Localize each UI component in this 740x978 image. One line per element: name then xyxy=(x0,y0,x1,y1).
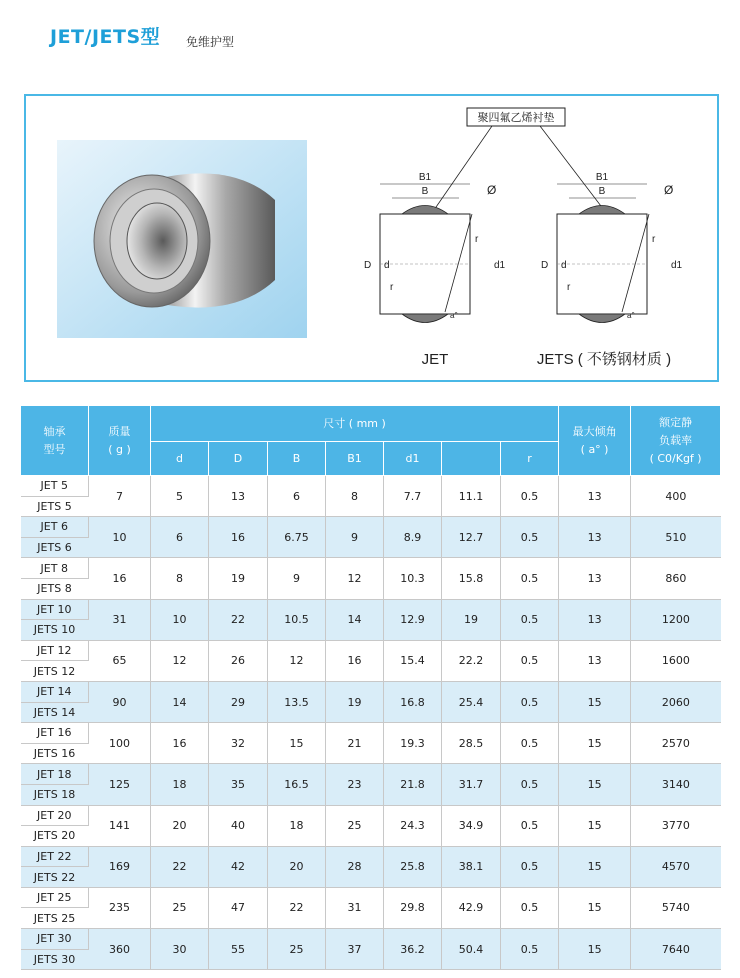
dim-d-right: d xyxy=(561,260,567,271)
cell-x: 22.2 xyxy=(442,640,501,681)
cell-load: 400 xyxy=(631,476,721,517)
cell-g: 90 xyxy=(89,681,151,722)
cell-g: 31 xyxy=(89,599,151,640)
cell-r: 0.5 xyxy=(501,764,559,805)
dim-phi-left: Ø xyxy=(487,183,497,197)
model-jets: JETS 5 xyxy=(21,496,89,517)
cell-x: 34.9 xyxy=(442,805,501,846)
model-jet: JET 12 xyxy=(21,640,89,661)
model-jet: JET 5 xyxy=(21,476,89,497)
cell-g: 10 xyxy=(89,517,151,558)
cell-g: 360 xyxy=(89,929,151,970)
cell-tilt: 15 xyxy=(559,805,631,846)
dim-phi-right: Ø xyxy=(664,183,674,197)
dim-r-right-top: r xyxy=(652,234,656,245)
cell-load: 1200 xyxy=(631,599,721,640)
cell-d: 8 xyxy=(151,558,209,599)
model-jet: JET 6 xyxy=(21,517,89,538)
cell-d: 6 xyxy=(151,517,209,558)
cell-D: 35 xyxy=(209,764,268,805)
caption-jet: JET xyxy=(421,351,449,368)
cell-d: 20 xyxy=(151,805,209,846)
header-load-label: 额定静 负载率 ( C0/Kgf ) xyxy=(649,415,702,465)
table-row xyxy=(21,517,721,538)
cell-r: 0.5 xyxy=(501,558,559,599)
model-jets: JETS 25 xyxy=(21,908,89,929)
cell-d1: 25.8 xyxy=(384,846,442,887)
cell-load: 510 xyxy=(631,517,721,558)
header-load xyxy=(631,406,721,476)
cell-x: 12.7 xyxy=(442,517,501,558)
model-jet: JET 8 xyxy=(21,558,89,579)
dim-D-right: D xyxy=(541,260,549,271)
dim-b-left: B xyxy=(421,186,429,197)
model-jets: JETS 8 xyxy=(21,578,89,599)
cell-B: 16.5 xyxy=(268,764,326,805)
model-jet: JET 14 xyxy=(21,681,89,702)
header-tilt-label: 最大倾角 ( a° ) xyxy=(572,424,617,456)
cell-d: 22 xyxy=(151,846,209,887)
cell-load: 4570 xyxy=(631,846,721,887)
cell-B1: 31 xyxy=(326,887,384,928)
model-jet: JET 20 xyxy=(21,805,89,826)
page-title: JET/JETS型 xyxy=(50,26,161,48)
cell-load: 2060 xyxy=(631,681,721,722)
cell-B1: 16 xyxy=(326,640,384,681)
cell-D: 19 xyxy=(209,558,268,599)
cell-B1: 37 xyxy=(326,929,384,970)
cell-B: 12 xyxy=(268,640,326,681)
header-sub-d1: d1 xyxy=(384,442,442,476)
cell-B: 10.5 xyxy=(268,599,326,640)
cell-r: 0.5 xyxy=(501,599,559,640)
cell-tilt: 13 xyxy=(559,476,631,517)
cell-x: 28.5 xyxy=(442,723,501,764)
cell-B: 18 xyxy=(268,805,326,846)
dim-b-right: B xyxy=(598,186,606,197)
cell-d: 10 xyxy=(151,599,209,640)
dim-r-right-bottom: r xyxy=(567,282,571,293)
cell-load: 3140 xyxy=(631,764,721,805)
cell-B1: 8 xyxy=(326,476,384,517)
dim-d-left: d xyxy=(384,260,390,271)
cell-B1: 19 xyxy=(326,681,384,722)
cell-B: 25 xyxy=(268,929,326,970)
cell-d: 25 xyxy=(151,887,209,928)
cell-B1: 12 xyxy=(326,558,384,599)
cell-B1: 23 xyxy=(326,764,384,805)
cell-D: 47 xyxy=(209,887,268,928)
model-jets: JETS 16 xyxy=(21,743,89,764)
cell-D: 13 xyxy=(209,476,268,517)
dim-r-left-bottom: r xyxy=(390,282,394,293)
cell-d1: 8.9 xyxy=(384,517,442,558)
header-tilt xyxy=(559,406,631,476)
table-row xyxy=(21,599,721,620)
cell-D: 42 xyxy=(209,846,268,887)
cell-r: 0.5 xyxy=(501,476,559,517)
table-row xyxy=(21,723,721,744)
header-sub-B1: B1 xyxy=(326,442,384,476)
cell-g: 141 xyxy=(89,805,151,846)
cell-d1: 21.8 xyxy=(384,764,442,805)
cell-tilt: 15 xyxy=(559,887,631,928)
cell-g: 7 xyxy=(89,476,151,517)
cell-x: 11.1 xyxy=(442,476,501,517)
header-sub-B: B xyxy=(268,442,326,476)
cell-d: 12 xyxy=(151,640,209,681)
cell-d: 5 xyxy=(151,476,209,517)
cell-D: 29 xyxy=(209,681,268,722)
cell-tilt: 15 xyxy=(559,846,631,887)
table-row xyxy=(21,764,721,785)
dim-angle-left: a° xyxy=(450,311,458,320)
model-jets: JETS 6 xyxy=(21,537,89,558)
dim-d1-right: d1 xyxy=(671,260,683,271)
header-sub-d: d xyxy=(151,442,209,476)
cell-d1: 15.4 xyxy=(384,640,442,681)
cell-D: 32 xyxy=(209,723,268,764)
model-jet: JET 18 xyxy=(21,764,89,785)
model-jets: JETS 20 xyxy=(21,826,89,847)
header-mass xyxy=(89,406,151,476)
cell-x: 15.8 xyxy=(442,558,501,599)
cell-d1: 16.8 xyxy=(384,681,442,722)
table-row xyxy=(21,558,721,579)
cell-r: 0.5 xyxy=(501,887,559,928)
cell-load: 3770 xyxy=(631,805,721,846)
cell-B1: 21 xyxy=(326,723,384,764)
header-mass-label: 质量 ( g ) xyxy=(108,424,131,456)
spec-table-body xyxy=(21,476,721,970)
cell-r: 0.5 xyxy=(501,517,559,558)
cell-x: 42.9 xyxy=(442,887,501,928)
header-sub-blank xyxy=(442,442,501,476)
cell-d: 16 xyxy=(151,723,209,764)
cell-tilt: 13 xyxy=(559,640,631,681)
header-sub-D: D xyxy=(209,442,268,476)
cell-g: 100 xyxy=(89,723,151,764)
cell-tilt: 15 xyxy=(559,929,631,970)
cell-B: 22 xyxy=(268,887,326,928)
cell-d1: 7.7 xyxy=(384,476,442,517)
dim-D-left: D xyxy=(364,260,372,271)
table-row xyxy=(21,929,721,950)
model-jet: JET 30 xyxy=(21,929,89,950)
table-row xyxy=(21,846,721,867)
model-jet: JET 25 xyxy=(21,887,89,908)
cell-B: 20 xyxy=(268,846,326,887)
cell-x: 31.7 xyxy=(442,764,501,805)
table-row xyxy=(21,887,721,908)
dim-b1-left: B1 xyxy=(418,172,432,183)
jets-section-drawing xyxy=(541,172,683,323)
cell-load: 860 xyxy=(631,558,721,599)
header-dimensions: 尺寸 ( mm ) xyxy=(151,406,559,442)
cell-load: 1600 xyxy=(631,640,721,681)
cell-d: 14 xyxy=(151,681,209,722)
table-row xyxy=(21,640,721,661)
cell-g: 125 xyxy=(89,764,151,805)
cell-g: 235 xyxy=(89,887,151,928)
cell-r: 0.5 xyxy=(501,929,559,970)
cell-d1: 10.3 xyxy=(384,558,442,599)
cell-g: 169 xyxy=(89,846,151,887)
cell-B1: 28 xyxy=(326,846,384,887)
spec-table xyxy=(20,405,721,970)
table-row xyxy=(21,476,721,497)
cell-d: 18 xyxy=(151,764,209,805)
cell-B: 6 xyxy=(268,476,326,517)
cell-r: 0.5 xyxy=(501,640,559,681)
header-model-label: 轴承 型号 xyxy=(43,424,66,456)
cell-tilt: 13 xyxy=(559,558,631,599)
cell-d1: 24.3 xyxy=(384,805,442,846)
model-jets: JETS 22 xyxy=(21,867,89,888)
caption-jets: JETS ( 不锈钢材质 ) xyxy=(536,351,672,368)
cell-d1: 12.9 xyxy=(384,599,442,640)
model-jet: JET 22 xyxy=(21,846,89,867)
dimension-diagram xyxy=(342,102,712,382)
model-jets: JETS 12 xyxy=(21,661,89,682)
model-jet: JET 16 xyxy=(21,723,89,744)
cell-g: 16 xyxy=(89,558,151,599)
model-jet: JET 10 xyxy=(21,599,89,620)
cell-d1: 36.2 xyxy=(384,929,442,970)
bearing-photo xyxy=(57,140,307,338)
cell-load: 7640 xyxy=(631,929,721,970)
cell-d1: 19.3 xyxy=(384,723,442,764)
model-jets: JETS 30 xyxy=(21,949,89,970)
dim-d1-left: d1 xyxy=(494,260,506,271)
table-row xyxy=(21,805,721,826)
cell-tilt: 15 xyxy=(559,681,631,722)
cell-B: 15 xyxy=(268,723,326,764)
cell-d1: 29.8 xyxy=(384,887,442,928)
cell-d: 30 xyxy=(151,929,209,970)
cell-B1: 14 xyxy=(326,599,384,640)
cell-D: 22 xyxy=(209,599,268,640)
cell-r: 0.5 xyxy=(501,723,559,764)
cell-B1: 25 xyxy=(326,805,384,846)
dim-b1-right: B1 xyxy=(595,172,609,183)
model-jets: JETS 18 xyxy=(21,784,89,805)
cell-x: 50.4 xyxy=(442,929,501,970)
cell-load: 5740 xyxy=(631,887,721,928)
cell-x: 19 xyxy=(442,599,501,640)
cell-r: 0.5 xyxy=(501,681,559,722)
cell-r: 0.5 xyxy=(501,805,559,846)
header-sub-r: r xyxy=(501,442,559,476)
table-row xyxy=(21,681,721,702)
cell-tilt: 13 xyxy=(559,599,631,640)
cell-x: 38.1 xyxy=(442,846,501,887)
cell-tilt: 15 xyxy=(559,723,631,764)
liner-label: 聚四氟乙烯衬垫 xyxy=(477,112,555,124)
dim-angle-right: a° xyxy=(627,311,635,320)
cell-B: 9 xyxy=(268,558,326,599)
page-subtitle: 免维护型 xyxy=(186,35,235,49)
cell-g: 65 xyxy=(89,640,151,681)
cell-D: 16 xyxy=(209,517,268,558)
cell-B1: 9 xyxy=(326,517,384,558)
dim-r-left-top: r xyxy=(475,234,479,245)
cell-r: 0.5 xyxy=(501,846,559,887)
cell-D: 55 xyxy=(209,929,268,970)
cell-B: 6.75 xyxy=(268,517,326,558)
cell-D: 40 xyxy=(209,805,268,846)
cell-B: 13.5 xyxy=(268,681,326,722)
cell-tilt: 15 xyxy=(559,764,631,805)
cell-tilt: 13 xyxy=(559,517,631,558)
figure-panel xyxy=(24,94,719,382)
cell-load: 2570 xyxy=(631,723,721,764)
header-model xyxy=(21,406,89,476)
model-jets: JETS 14 xyxy=(21,702,89,723)
jet-section-drawing xyxy=(364,172,506,323)
cell-D: 26 xyxy=(209,640,268,681)
cell-x: 25.4 xyxy=(442,681,501,722)
model-jets: JETS 10 xyxy=(21,620,89,641)
